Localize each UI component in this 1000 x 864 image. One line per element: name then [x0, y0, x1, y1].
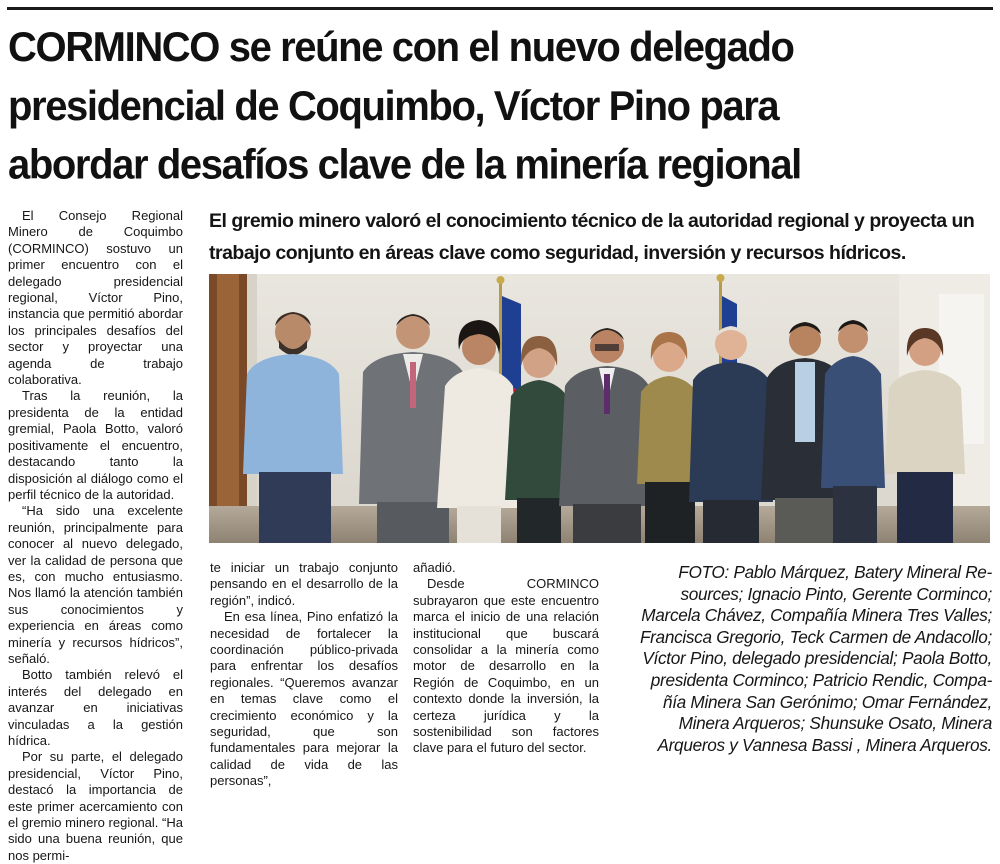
paragraph: Por su parte, el delegado presidencial, Víctor Pino, destacó la importancia de este primer acercamiento con el gremio minero regional. “Ha sido una buena reunión, que nos permi- — [8, 749, 183, 863]
caption-line: ñía Minera San Gerónimo; Omar Fernández, — [662, 691, 992, 712]
caption-line: Marcela Chávez, Compañía Minera Tres Valles; — [641, 605, 992, 626]
headline-line-3: abordar desafíos clave de la minería regional — [8, 141, 801, 189]
photo-caption — [612, 562, 992, 756]
subheadline-line-1: El gremio minero valoró el conocimiento técnico de la autoridad regional y proyecta un — [209, 210, 975, 232]
group-photo — [209, 274, 990, 543]
caption-line: sources; Ignacio Pinto, Gerente Corminco; — [680, 583, 992, 604]
paragraph: En esa línea, Pino enfatizó la necesidad de fortalecer la coordinación público-privada para enfrentar los desafíos regionales. “Queremos avanzar en temas clave como el crecimiento económico y la seguridad, que son fundamentales para mejorar la calidad de vida de las personas”, — [210, 609, 398, 789]
subheadline — [209, 205, 999, 269]
headline — [8, 18, 993, 194]
paragraph: Botto también relevó el interés del delegado en avanzar en iniciativas vinculadas a la gestión hídrica. — [8, 667, 183, 748]
article-column-3 — [413, 560, 599, 757]
caption-line: Minera Arqueros; Shunsuke Osato, Minera — [678, 713, 992, 734]
paragraph: El Consejo Regional Minero de Coquimbo (CORMINCO) sostuvo un primer encuentro con el delegado presidencial regional, Víctor Pino, instancia que permitió abordar los principales desafíos del sector y proyectar una agenda de trabajo colaborativa. — [8, 208, 183, 388]
paragraph: Desde CORMINCO subrayaron que este encuentro marca el inicio de una relación institucional que buscará consolidar a la minería como motor de desarrollo en la Región de Coquimbo, en un contexto donde la inversión, la certeza jurídica y la sostenibilidad son factores clave para el futuro del sector. — [413, 576, 599, 756]
caption-line: Víctor Pino, delegado presidencial; Paola Botto, — [642, 648, 992, 669]
caption-line: presidenta Corminco; Patricio Rendic, Compa- — [650, 669, 992, 690]
article-column-2 — [210, 560, 398, 790]
paragraph: Tras la reunión, la presidenta de la entidad gremial, Paola Botto, valoró positivamente el encuentro, destacando tanto la disposición al diálogo como el perfil técnico de la autoridad. — [8, 388, 183, 502]
caption-line: Francisca Gregorio, Teck Carmen de Andacollo; — [639, 626, 992, 647]
top-rule — [7, 7, 993, 10]
headline-line-1: CORMINCO se reúne con el nuevo delegado — [8, 24, 794, 71]
subheadline-line-2: trabajo conjunto en áreas clave como seguridad, inversión y recursos hídricos. — [209, 242, 906, 264]
paragraph: añadió. — [413, 560, 456, 575]
article-column-1 — [8, 208, 183, 864]
headline-line-2: presidencial de Coquimbo, Víctor Pino para — [8, 83, 779, 130]
caption-line: Arqueros y Vannesa Bassi , Minera Arqueros. — [657, 734, 992, 755]
caption-line: FOTO: Pablo Márquez, Batery Mineral Re- — [678, 562, 992, 582]
paragraph: “Ha sido una excelente reunión, principalmente para conocer al nuevo delegado, ver la calidad de persona que es, con mucho entusiasmo. Nos llamó la atención también sus conocimientos y experiencia en áreas como minería y recursos hídricos”, señaló. — [8, 503, 183, 666]
paragraph: te iniciar un trabajo conjunto pensando en el desarrollo de la región”, indicó. — [210, 560, 398, 608]
